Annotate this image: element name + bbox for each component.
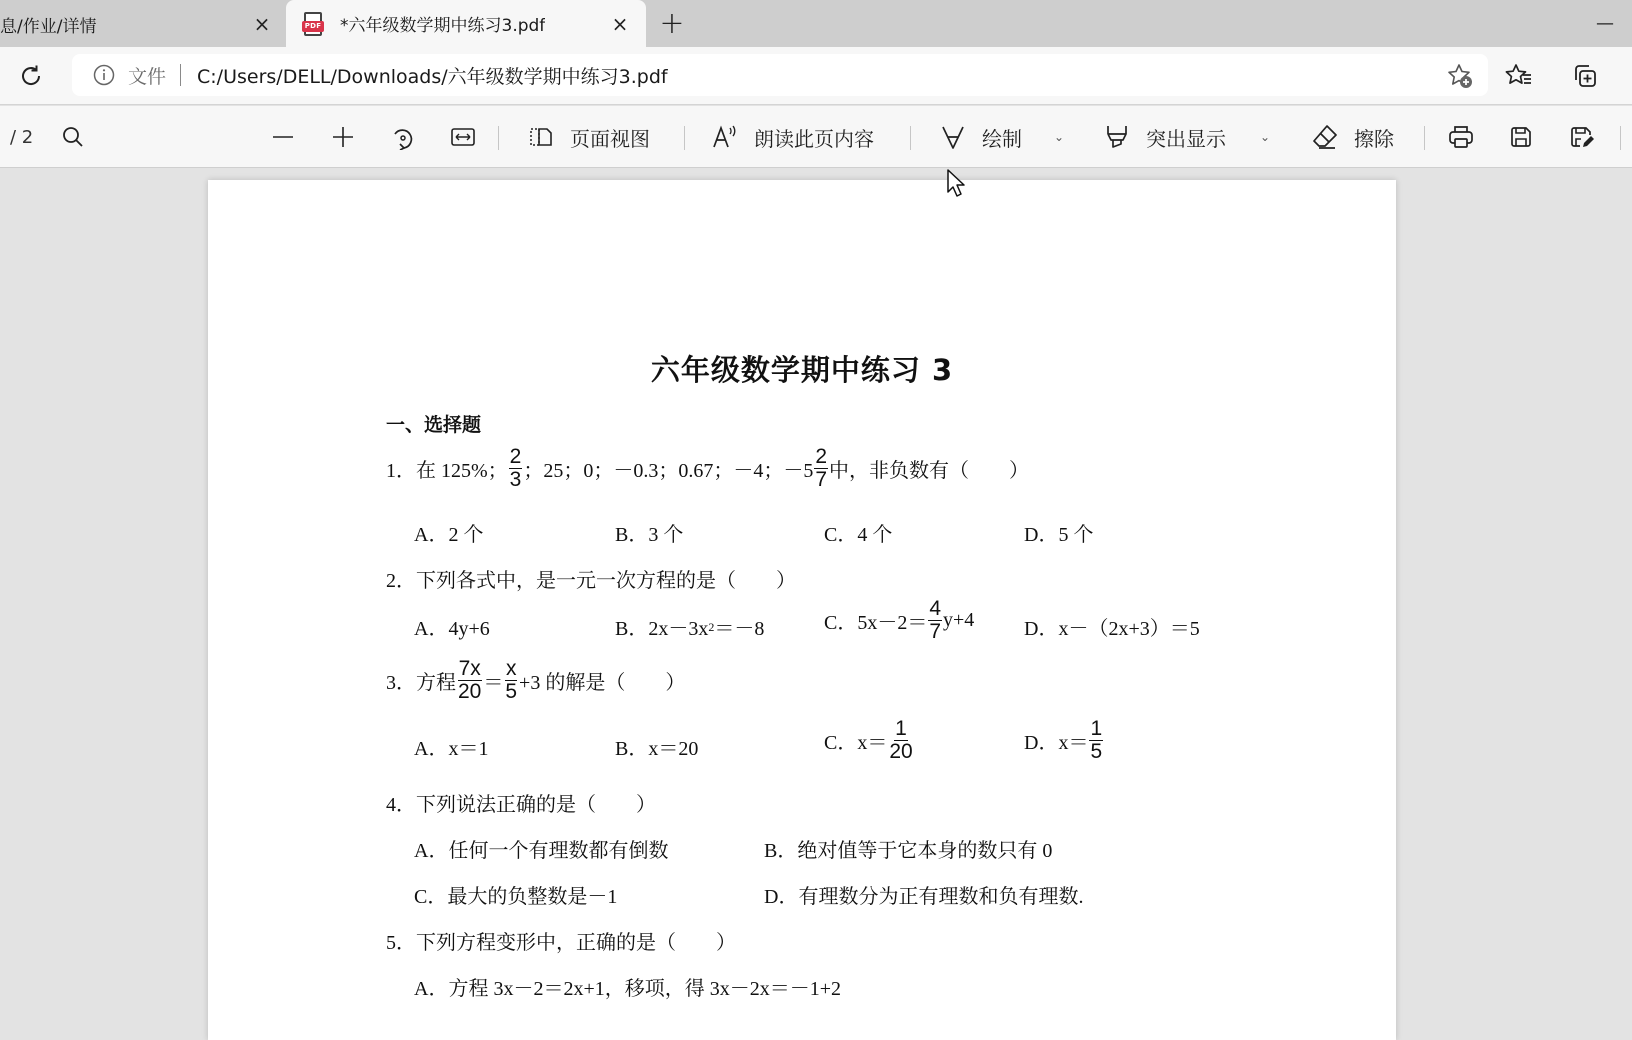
find-button[interactable] [58, 106, 88, 168]
page-view-button[interactable] [526, 106, 650, 168]
save-icon [1506, 122, 1536, 152]
option-b: B．绝对值等于它本身的数只有 0 [764, 840, 1053, 862]
highlight-label: 突出显示 [1146, 126, 1226, 151]
draw-options-dropdown[interactable] [1054, 106, 1064, 168]
option-d: D．x＝ $\frac{1}{5}$ [1024, 717, 1103, 764]
question-1: 1． 在 125%； $\frac{2}{3}$ ；25；0；－0.3；0.67；－4；－5 $\frac{2}{7}$ 中，非负数有（ ） [386, 445, 1030, 492]
save-as-icon [1566, 122, 1596, 152]
reload-button[interactable] [14, 59, 48, 93]
scheme-label: 文件 [128, 65, 167, 88]
question-5: 5． 下列方程变形中，正确的是（ ） [386, 932, 736, 954]
collections-button[interactable] [1568, 59, 1602, 93]
pdf-toolbar [0, 106, 1632, 168]
tab-pdf-document[interactable] [286, 0, 646, 47]
new-tab-button[interactable]: + [659, 5, 685, 41]
draw-button[interactable] [938, 106, 1022, 168]
read-aloud-label: 朗读此页内容 [754, 126, 874, 151]
erase-label: 擦除 [1354, 126, 1394, 151]
option-b: B．x＝20 [615, 738, 699, 760]
option-c: C．最大的负整数是－1 [414, 886, 618, 908]
option-a: A．x＝1 [414, 738, 489, 760]
divider [910, 126, 911, 150]
read-aloud-icon [710, 122, 740, 152]
tab-strip [0, 0, 1632, 47]
plus-icon [328, 122, 358, 152]
pdf-icon: PDF [302, 12, 324, 36]
highlight-options-dropdown[interactable] [1260, 106, 1270, 168]
erase-button[interactable] [1310, 106, 1394, 168]
option-d: D．x－（2x+3）＝5 [1024, 618, 1200, 640]
option-d: D．有理数分为正有理数和负有理数. [764, 886, 1084, 908]
print-icon [1446, 122, 1476, 152]
reload-icon [18, 63, 44, 89]
question-4: 4． 下列说法正确的是（ ） [386, 794, 656, 816]
option-d: D．5 个 [1024, 524, 1094, 546]
minimize-button[interactable]: — [1596, 12, 1614, 34]
highlighter-icon [1102, 122, 1132, 152]
save-as-button[interactable] [1566, 106, 1596, 168]
fraction: $\frac{x}{5}$ [505, 657, 518, 704]
close-tab-icon[interactable]: × [253, 12, 271, 36]
divider [1424, 126, 1425, 150]
page-view-label: 页面视图 [570, 126, 650, 151]
favorites-button[interactable] [1502, 59, 1536, 93]
fit-width-icon [448, 122, 478, 152]
tab-title: *六年级数学期中练习3.pdf [340, 16, 546, 36]
option-b: B．2x－3x 2 ＝－8 [615, 618, 765, 640]
option-b: B．3 个 [615, 524, 684, 546]
highlight-button[interactable] [1102, 106, 1226, 168]
zoom-out-button[interactable] [268, 106, 298, 168]
minus-icon [268, 122, 298, 152]
option-a: A．方程 3x－2＝2x+1，移项，得 3x－2x＝－1+2 [414, 978, 842, 1000]
divider [684, 126, 685, 150]
option-a: A．2 个 [414, 524, 484, 546]
fraction: $\frac{4}{7}$ [929, 597, 942, 644]
document-title: 六年级数学期中练习 3 [650, 353, 954, 387]
divider [498, 126, 499, 150]
url-text[interactable]: C:/Users/DELL/Downloads/六年级数学期中练习3.pdf [197, 65, 668, 88]
collections-icon [1571, 62, 1599, 90]
pdf-page [208, 180, 1396, 1040]
option-c: C．5x－2＝ $\frac{4}{7}$ y+4 [824, 597, 975, 644]
rotate-icon [388, 122, 418, 152]
option-a: A．4y+6 [414, 618, 490, 640]
section-heading: 一、选择题 [386, 414, 482, 436]
zoom-in-button[interactable] [328, 106, 358, 168]
divider [180, 64, 181, 86]
search-icon [58, 122, 88, 152]
draw-pen-icon [938, 122, 968, 152]
page-view-icon [526, 122, 556, 152]
draw-label: 绘制 [982, 126, 1022, 151]
pdf-viewer[interactable] [0, 168, 1632, 1020]
option-c: C．4 个 [824, 524, 893, 546]
fraction: $\frac{2}{3}$ [509, 445, 522, 492]
close-tab-icon[interactable]: × [611, 12, 629, 36]
tab-homework-detail[interactable] [0, 0, 285, 47]
address-bar[interactable] [72, 54, 1488, 96]
print-button[interactable] [1446, 106, 1476, 168]
mouse-cursor-icon [946, 168, 968, 198]
address-bar-row [0, 47, 1632, 105]
fraction: $\frac{1}{20}$ [889, 717, 913, 764]
read-aloud-button[interactable] [710, 106, 874, 168]
page-count: / 2 [10, 126, 34, 148]
rotate-button[interactable] [388, 106, 418, 168]
divider [1620, 126, 1621, 150]
question-3: 3． 方程 $\frac{7x}{20}$ ＝ $\frac{x}{5}$ +3 的解是（ ） [386, 657, 686, 704]
fraction: $\frac{7x}{20}$ [458, 657, 482, 704]
option-c: C．x＝ $\frac{1}{20}$ [824, 717, 913, 764]
eraser-icon [1310, 122, 1340, 152]
option-a: A．任何一个有理数都有倒数 [414, 840, 669, 862]
favorites-icon [1505, 62, 1533, 90]
fraction: $\frac{2}{7}$ [815, 445, 828, 492]
chevron-down-icon: ⌄ [1054, 130, 1065, 144]
tab-title: 息/作业/详情 [0, 17, 97, 37]
question-2: 2． 下列各式中，是一元一次方程的是（ ） [386, 570, 796, 592]
fraction: $\frac{1}{5}$ [1090, 717, 1103, 764]
info-icon[interactable] [92, 63, 116, 87]
save-button[interactable] [1506, 106, 1536, 168]
add-favorite-icon[interactable] [1446, 62, 1474, 90]
chevron-down-icon: ⌄ [1260, 130, 1271, 144]
fit-width-button[interactable] [448, 106, 478, 168]
